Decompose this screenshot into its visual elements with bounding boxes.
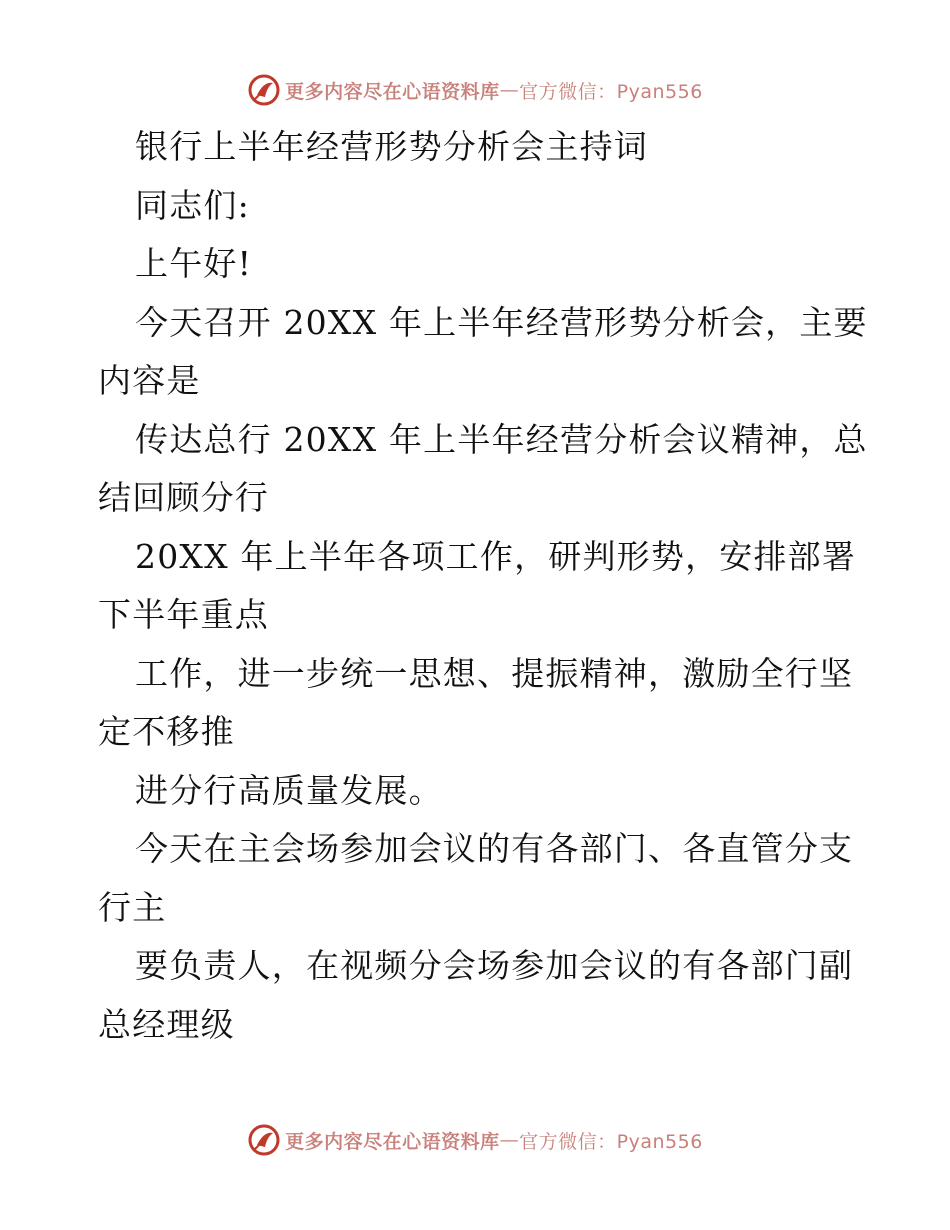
salutation: 同志们:	[135, 185, 250, 225]
paragraph-line: 今天召开 20XX 年上半年经营形势分析会，主要	[135, 302, 868, 342]
paragraph-line: 传达总行 20XX 年上半年经营分析会议精神，总	[135, 419, 868, 459]
paragraph-line: 下半年重点	[98, 595, 269, 634]
paragraph-line: 20XX 年上半年各项工作，研判形势，安排部署	[135, 536, 857, 576]
banner-brand-text: 更多内容尽在心语资料库	[285, 80, 500, 103]
banner-contact-text: 官方微信：Pyan556	[519, 1130, 703, 1153]
paragraph-line: 要负责人，在视频分会场参加会议的有各部门副	[135, 946, 854, 985]
paragraph-line: 行主	[98, 887, 167, 927]
document-title: 银行上半年经营形势分析会主持词	[135, 127, 648, 166]
brand-logo-icon	[247, 73, 281, 107]
footer-banner	[0, 1120, 950, 1160]
document-body	[98, 118, 868, 1054]
paragraph-line: 内容是	[98, 361, 201, 400]
banner-dash: —	[499, 79, 520, 101]
paragraph-line: 工作，进一步统一思想、提振精神，激励全行坚	[135, 653, 854, 693]
banner-contact-text: 官方微信：Pyan556	[519, 80, 703, 103]
brand-logo-icon	[247, 1123, 281, 1157]
header-banner	[0, 70, 950, 110]
greeting: 上午好!	[135, 244, 253, 283]
paragraph-line: 总经理级	[98, 1004, 235, 1044]
paragraph-line: 结回顾分行	[98, 478, 269, 517]
banner-brand-text: 更多内容尽在心语资料库	[285, 1130, 500, 1153]
paragraph-line: 定不移推	[98, 712, 235, 751]
paragraph-line: 今天在主会场参加会议的有各部门、各直管分支	[135, 829, 854, 868]
paragraph-line: 进分行高质量发展。	[135, 770, 443, 810]
banner-dash: —	[499, 1129, 520, 1151]
